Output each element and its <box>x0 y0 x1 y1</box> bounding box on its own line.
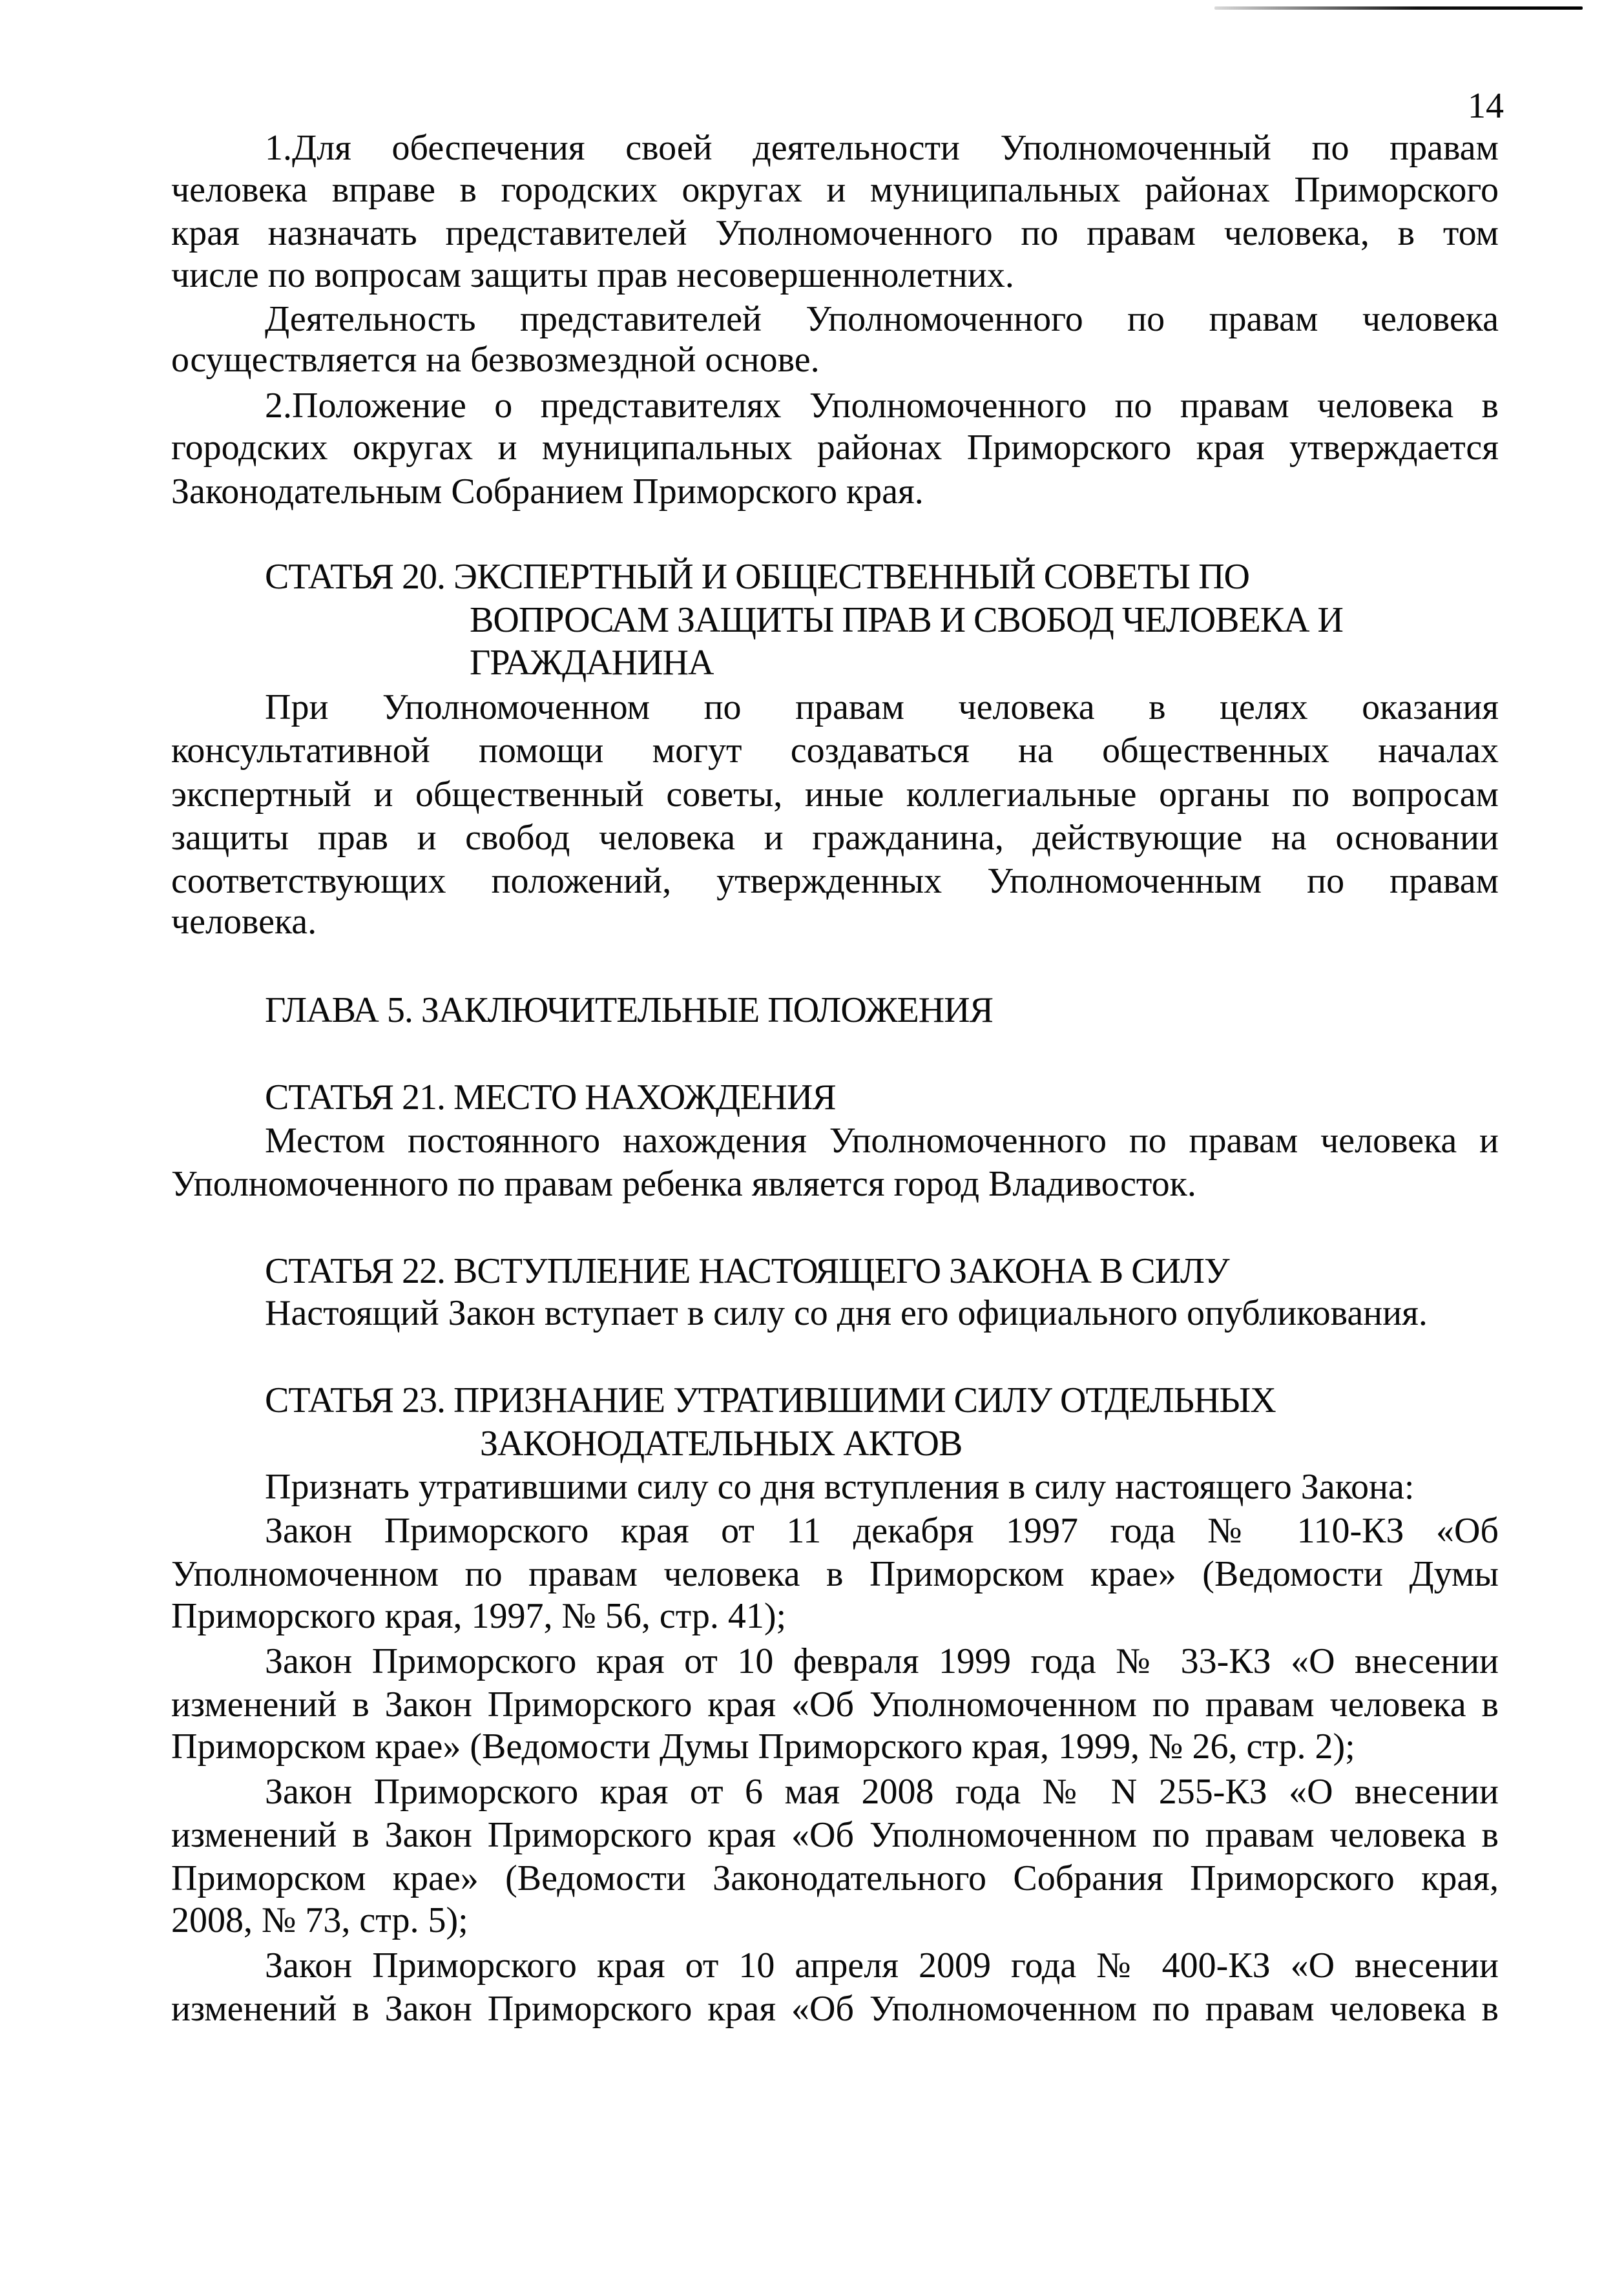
paragraph-line: Закон Приморского края от 10 февраля 1999 года № 33-КЗ «О внесении <box>265 1641 1499 1681</box>
paragraph-line: Закон Приморского края от 11 декабря 1997 года № 110-КЗ «Об <box>265 1511 1499 1551</box>
paragraph-line: человека. <box>171 902 317 942</box>
article-23-heading: СТАТЬЯ 23. ПРИЗНАНИЕ УТРАТИВШИМИ СИЛУ ОТДЕЛЬНЫХ <box>265 1380 1276 1420</box>
page-number: 14 <box>1468 86 1504 126</box>
paragraph-line: Законодательным Собранием Приморского края. <box>171 472 924 512</box>
paragraph-line: защиты прав и свобод человека и гражданина, действующие на основании <box>171 818 1499 858</box>
paragraph-line: числе по вопросам защиты прав несовершеннолетних. <box>171 255 1014 295</box>
article-23-heading: ЗАКОНОДАТЕЛЬНЫХ АКТОВ <box>480 1424 963 1464</box>
paragraph-line: Местом постоянного нахождения Уполномоченного по правам человека и <box>265 1121 1499 1161</box>
paragraph-line: консультативной помощи могут создаваться на общественных началах <box>171 731 1499 771</box>
paragraph-line: Признать утратившими силу со дня вступления в силу настоящего Закона: <box>265 1467 1415 1507</box>
paragraph-line: Закон Приморского края от 10 апреля 2009 года № 400-КЗ «О внесении <box>265 1946 1499 1986</box>
paragraph-line: человека вправе в городских округах и муниципальных районах Приморского <box>171 170 1499 210</box>
paragraph-line: Уполномоченном по правам человека в Приморском крае» (Ведомости Думы <box>171 1554 1499 1594</box>
paragraph-line: Приморского края, 1997, № 56, стр. 41); <box>171 1596 787 1636</box>
paragraph-line: края назначать представителей Уполномоченного по правам человека, в том <box>171 213 1499 253</box>
paragraph-line: изменений в Закон Приморского края «Об Уполномоченном по правам человека в <box>171 1989 1499 2029</box>
paragraph-line: 2.Положение о представителях Уполномоченного по правам человека в <box>265 386 1499 426</box>
article-20-heading: СТАТЬЯ 20. ЭКСПЕРТНЫЙ И ОБЩЕСТВЕННЫЙ СОВЕТЫ ПО <box>265 557 1249 597</box>
paragraph-line: осуществляется на безвозмездной основе. <box>171 340 820 380</box>
paragraph-line: 1.Для обеспечения своей деятельности Уполномоченный по правам <box>265 128 1499 168</box>
chapter-5-heading: ГЛАВА 5. ЗАКЛЮЧИТЕЛЬНЫЕ ПОЛОЖЕНИЯ <box>265 990 993 1030</box>
paragraph-line: Закон Приморского края от 6 мая 2008 года № N 255-КЗ «О внесении <box>265 1772 1499 1812</box>
paragraph-line: изменений в Закон Приморского края «Об Уполномоченном по правам человека в <box>171 1685 1499 1725</box>
paragraph-line: соответствующих положений, утвержденных Уполномоченным по правам <box>171 861 1499 901</box>
paragraph-line: городских округах и муниципальных районах Приморского края утверждается <box>171 428 1499 468</box>
paragraph-line: Деятельность представителей Уполномоченного по правам человека <box>265 299 1499 339</box>
paragraph-line: При Уполномоченном по правам человека в целях оказания <box>265 687 1499 727</box>
paragraph-line: 2008, № 73, стр. 5); <box>171 1900 468 1940</box>
paragraph-line: Настоящий Закон вступает в силу со дня его официального опубликования. <box>265 1293 1428 1333</box>
paragraph-line: Приморском крае» (Ведомости Думы Приморского края, 1999, № 26, стр. 2); <box>171 1727 1355 1767</box>
article-20-heading: ГРАЖДАНИНА <box>470 643 714 683</box>
header-rule <box>1214 6 1583 10</box>
paragraph-line: Приморском крае» (Ведомости Законодательного Собрания Приморского края, <box>171 1858 1499 1898</box>
paragraph-line: экспертный и общественный советы, иные коллегиальные органы по вопросам <box>171 774 1499 815</box>
article-20-heading: ВОПРОСАМ ЗАЩИТЫ ПРАВ И СВОБОД ЧЕЛОВЕКА И <box>470 600 1343 640</box>
article-22-heading: СТАТЬЯ 22. ВСТУПЛЕНИЕ НАСТОЯЩЕГО ЗАКОНА В СИЛУ <box>265 1251 1229 1291</box>
paragraph-line: Уполномоченного по правам ребенка является город Владивосток. <box>171 1164 1196 1204</box>
article-21-heading: СТАТЬЯ 21. МЕСТО НАХОЖДЕНИЯ <box>265 1077 836 1117</box>
paragraph-line: изменений в Закон Приморского края «Об Уполномоченном по правам человека в <box>171 1815 1499 1855</box>
